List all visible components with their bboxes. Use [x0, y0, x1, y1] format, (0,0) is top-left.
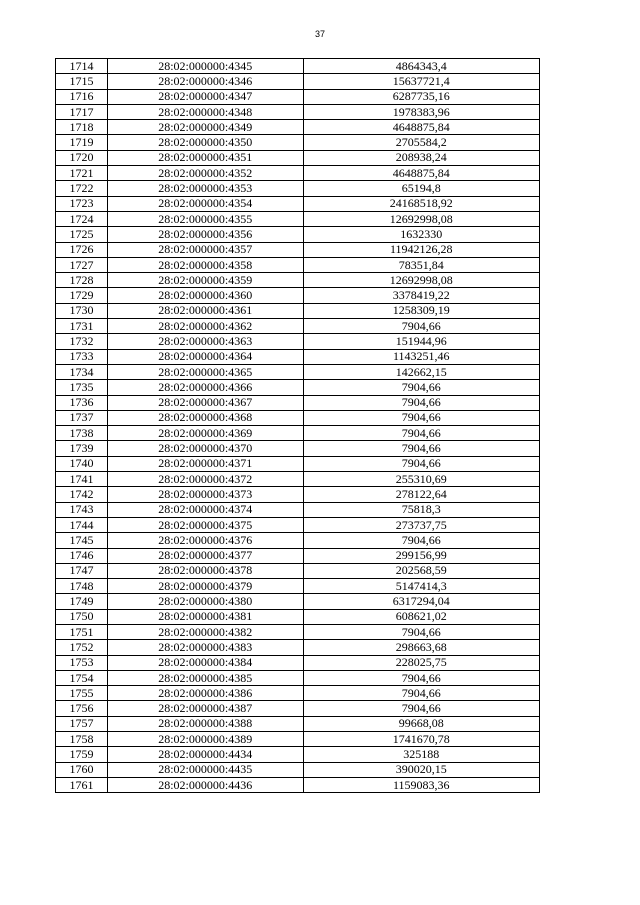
row-number-cell: 1716 — [56, 89, 108, 104]
row-number-cell: 1722 — [56, 181, 108, 196]
cadastral-number-cell: 28:02:000000:4379 — [107, 579, 303, 594]
value-cell: 1741670,78 — [303, 732, 539, 747]
row-number-cell: 1744 — [56, 517, 108, 532]
value-cell: 3378419,22 — [303, 288, 539, 303]
row-number-cell: 1732 — [56, 334, 108, 349]
row-number-cell: 1743 — [56, 502, 108, 517]
row-number-cell: 1719 — [56, 135, 108, 150]
value-cell: 228025,75 — [303, 655, 539, 670]
cadastral-number-cell: 28:02:000000:4358 — [107, 257, 303, 272]
value-cell: 1143251,46 — [303, 349, 539, 364]
row-number-cell: 1714 — [56, 59, 108, 74]
cadastral-number-cell: 28:02:000000:4383 — [107, 640, 303, 655]
value-cell: 1159083,36 — [303, 777, 539, 792]
row-number-cell: 1731 — [56, 319, 108, 334]
row-number-cell: 1718 — [56, 120, 108, 135]
cadastral-number-cell: 28:02:000000:4355 — [107, 211, 303, 226]
value-cell: 12692998,08 — [303, 273, 539, 288]
value-cell: 142662,15 — [303, 364, 539, 379]
table-row — [56, 594, 540, 609]
table-row — [56, 364, 540, 379]
cadastral-number-cell: 28:02:000000:4372 — [107, 472, 303, 487]
row-number-cell: 1754 — [56, 670, 108, 685]
cadastral-value-table — [55, 58, 540, 793]
value-cell: 4648875,84 — [303, 120, 539, 135]
cadastral-number-cell: 28:02:000000:4368 — [107, 410, 303, 425]
row-number-cell: 1752 — [56, 640, 108, 655]
cadastral-number-cell: 28:02:000000:4365 — [107, 364, 303, 379]
value-cell: 608621,02 — [303, 609, 539, 624]
value-cell: 7904,66 — [303, 686, 539, 701]
row-number-cell: 1734 — [56, 364, 108, 379]
value-cell: 6287735,16 — [303, 89, 539, 104]
row-number-cell: 1724 — [56, 211, 108, 226]
cadastral-number-cell: 28:02:000000:4385 — [107, 670, 303, 685]
value-cell: 278122,64 — [303, 487, 539, 502]
value-cell: 7904,66 — [303, 380, 539, 395]
cadastral-number-cell: 28:02:000000:4376 — [107, 533, 303, 548]
cadastral-number-cell: 28:02:000000:4366 — [107, 380, 303, 395]
table-row — [56, 59, 540, 74]
cadastral-number-cell: 28:02:000000:4362 — [107, 319, 303, 334]
cadastral-number-cell: 28:02:000000:4350 — [107, 135, 303, 150]
row-number-cell: 1758 — [56, 732, 108, 747]
table-row — [56, 579, 540, 594]
table-row — [56, 686, 540, 701]
cadastral-number-cell: 28:02:000000:4374 — [107, 502, 303, 517]
row-number-cell: 1738 — [56, 426, 108, 441]
row-number-cell: 1749 — [56, 594, 108, 609]
value-cell: 78351,84 — [303, 257, 539, 272]
value-cell: 4864343,4 — [303, 59, 539, 74]
table-row — [56, 747, 540, 762]
value-cell: 24168518,92 — [303, 196, 539, 211]
row-number-cell: 1728 — [56, 273, 108, 288]
value-cell: 7904,66 — [303, 319, 539, 334]
row-number-cell: 1742 — [56, 487, 108, 502]
table-row — [56, 624, 540, 639]
value-cell: 299156,99 — [303, 548, 539, 563]
table-row — [56, 487, 540, 502]
cadastral-number-cell: 28:02:000000:4436 — [107, 777, 303, 792]
row-number-cell: 1740 — [56, 456, 108, 471]
row-number-cell: 1730 — [56, 303, 108, 318]
table-row — [56, 502, 540, 517]
value-cell: 1978383,96 — [303, 104, 539, 119]
cadastral-number-cell: 28:02:000000:4378 — [107, 563, 303, 578]
table-row — [56, 655, 540, 670]
cadastral-number-cell: 28:02:000000:4371 — [107, 456, 303, 471]
table-row — [56, 334, 540, 349]
value-cell: 4648875,84 — [303, 166, 539, 181]
row-number-cell: 1715 — [56, 74, 108, 89]
row-number-cell: 1753 — [56, 655, 108, 670]
row-number-cell: 1751 — [56, 624, 108, 639]
table-row — [56, 242, 540, 257]
cadastral-number-cell: 28:02:000000:4363 — [107, 334, 303, 349]
row-number-cell: 1729 — [56, 288, 108, 303]
table-row — [56, 120, 540, 135]
row-number-cell: 1747 — [56, 563, 108, 578]
cadastral-number-cell: 28:02:000000:4381 — [107, 609, 303, 624]
value-cell: 7904,66 — [303, 701, 539, 716]
cadastral-number-cell: 28:02:000000:4389 — [107, 732, 303, 747]
row-number-cell: 1736 — [56, 395, 108, 410]
table-row — [56, 640, 540, 655]
value-cell: 7904,66 — [303, 670, 539, 685]
table-row — [56, 732, 540, 747]
table-row — [56, 257, 540, 272]
value-cell: 12692998,08 — [303, 211, 539, 226]
cadastral-number-cell: 28:02:000000:4387 — [107, 701, 303, 716]
row-number-cell: 1739 — [56, 441, 108, 456]
table-row — [56, 472, 540, 487]
value-cell: 5147414,3 — [303, 579, 539, 594]
row-number-cell: 1756 — [56, 701, 108, 716]
value-cell: 6317294,04 — [303, 594, 539, 609]
table-row — [56, 441, 540, 456]
row-number-cell: 1723 — [56, 196, 108, 211]
row-number-cell: 1737 — [56, 410, 108, 425]
value-cell: 325188 — [303, 747, 539, 762]
row-number-cell: 1750 — [56, 609, 108, 624]
cadastral-number-cell: 28:02:000000:4384 — [107, 655, 303, 670]
value-cell: 7904,66 — [303, 533, 539, 548]
cadastral-number-cell: 28:02:000000:4351 — [107, 150, 303, 165]
row-number-cell: 1726 — [56, 242, 108, 257]
cadastral-number-cell: 28:02:000000:4388 — [107, 716, 303, 731]
row-number-cell: 1741 — [56, 472, 108, 487]
table-body — [56, 59, 540, 793]
row-number-cell: 1759 — [56, 747, 108, 762]
value-cell: 390020,15 — [303, 762, 539, 777]
row-number-cell: 1761 — [56, 777, 108, 792]
row-number-cell: 1746 — [56, 548, 108, 563]
table-row — [56, 319, 540, 334]
value-cell: 208938,24 — [303, 150, 539, 165]
cadastral-number-cell: 28:02:000000:4356 — [107, 227, 303, 242]
table-row — [56, 533, 540, 548]
cadastral-number-cell: 28:02:000000:4352 — [107, 166, 303, 181]
row-number-cell: 1757 — [56, 716, 108, 731]
page-number: 37 — [314, 29, 325, 39]
table-row — [56, 181, 540, 196]
table-row — [56, 670, 540, 685]
value-cell: 298663,68 — [303, 640, 539, 655]
value-cell: 7904,66 — [303, 410, 539, 425]
table-row — [56, 227, 540, 242]
value-cell: 7904,66 — [303, 441, 539, 456]
table-row — [56, 211, 540, 226]
value-cell: 202568,59 — [303, 563, 539, 578]
cadastral-number-cell: 28:02:000000:4345 — [107, 59, 303, 74]
value-cell: 151944,96 — [303, 334, 539, 349]
table-row — [56, 166, 540, 181]
row-number-cell: 1717 — [56, 104, 108, 119]
row-number-cell: 1735 — [56, 380, 108, 395]
table-row — [56, 150, 540, 165]
cadastral-number-cell: 28:02:000000:4359 — [107, 273, 303, 288]
cadastral-number-cell: 28:02:000000:4382 — [107, 624, 303, 639]
row-number-cell: 1745 — [56, 533, 108, 548]
table-row — [56, 609, 540, 624]
cadastral-number-cell: 28:02:000000:4364 — [107, 349, 303, 364]
value-cell: 15637721,4 — [303, 74, 539, 89]
table-row — [56, 288, 540, 303]
value-cell: 7904,66 — [303, 456, 539, 471]
row-number-cell: 1755 — [56, 686, 108, 701]
table-row — [56, 395, 540, 410]
table-row — [56, 303, 540, 318]
row-number-cell: 1727 — [56, 257, 108, 272]
cadastral-number-cell: 28:02:000000:4373 — [107, 487, 303, 502]
table-row — [56, 517, 540, 532]
cadastral-number-cell: 28:02:000000:4380 — [107, 594, 303, 609]
cadastral-number-cell: 28:02:000000:4354 — [107, 196, 303, 211]
value-cell: 99668,08 — [303, 716, 539, 731]
table-row — [56, 104, 540, 119]
table-row — [56, 196, 540, 211]
cadastral-number-cell: 28:02:000000:4346 — [107, 74, 303, 89]
value-cell: 273737,75 — [303, 517, 539, 532]
value-cell: 1632330 — [303, 227, 539, 242]
cadastral-number-cell: 28:02:000000:4370 — [107, 441, 303, 456]
cadastral-number-cell: 28:02:000000:4375 — [107, 517, 303, 532]
table-row — [56, 273, 540, 288]
cadastral-number-cell: 28:02:000000:4367 — [107, 395, 303, 410]
cadastral-number-cell: 28:02:000000:4348 — [107, 104, 303, 119]
cadastral-number-cell: 28:02:000000:4361 — [107, 303, 303, 318]
row-number-cell: 1720 — [56, 150, 108, 165]
cadastral-number-cell: 28:02:000000:4369 — [107, 426, 303, 441]
table-row — [56, 426, 540, 441]
cadastral-number-cell: 28:02:000000:4349 — [107, 120, 303, 135]
cadastral-number-cell: 28:02:000000:4377 — [107, 548, 303, 563]
cadastral-number-cell: 28:02:000000:4386 — [107, 686, 303, 701]
cadastral-number-cell: 28:02:000000:4353 — [107, 181, 303, 196]
table-row — [56, 777, 540, 792]
table-row — [56, 349, 540, 364]
row-number-cell: 1748 — [56, 579, 108, 594]
table-row — [56, 74, 540, 89]
table-row — [56, 135, 540, 150]
cadastral-number-cell: 28:02:000000:4360 — [107, 288, 303, 303]
table-row — [56, 89, 540, 104]
table-row — [56, 563, 540, 578]
cadastral-number-cell: 28:02:000000:4357 — [107, 242, 303, 257]
table-row — [56, 762, 540, 777]
table-row — [56, 410, 540, 425]
value-cell: 11942126,28 — [303, 242, 539, 257]
table-row — [56, 548, 540, 563]
table-row — [56, 380, 540, 395]
table-row — [56, 456, 540, 471]
cadastral-number-cell: 28:02:000000:4347 — [107, 89, 303, 104]
value-cell: 1258309,19 — [303, 303, 539, 318]
table-row — [56, 716, 540, 731]
value-cell: 2705584,2 — [303, 135, 539, 150]
row-number-cell: 1725 — [56, 227, 108, 242]
row-number-cell: 1733 — [56, 349, 108, 364]
row-number-cell: 1721 — [56, 166, 108, 181]
value-cell: 7904,66 — [303, 426, 539, 441]
table-row — [56, 701, 540, 716]
value-cell: 65194,8 — [303, 181, 539, 196]
value-cell: 7904,66 — [303, 395, 539, 410]
value-cell: 255310,69 — [303, 472, 539, 487]
value-cell: 7904,66 — [303, 624, 539, 639]
cadastral-number-cell: 28:02:000000:4434 — [107, 747, 303, 762]
value-cell: 75818,3 — [303, 502, 539, 517]
row-number-cell: 1760 — [56, 762, 108, 777]
cadastral-number-cell: 28:02:000000:4435 — [107, 762, 303, 777]
